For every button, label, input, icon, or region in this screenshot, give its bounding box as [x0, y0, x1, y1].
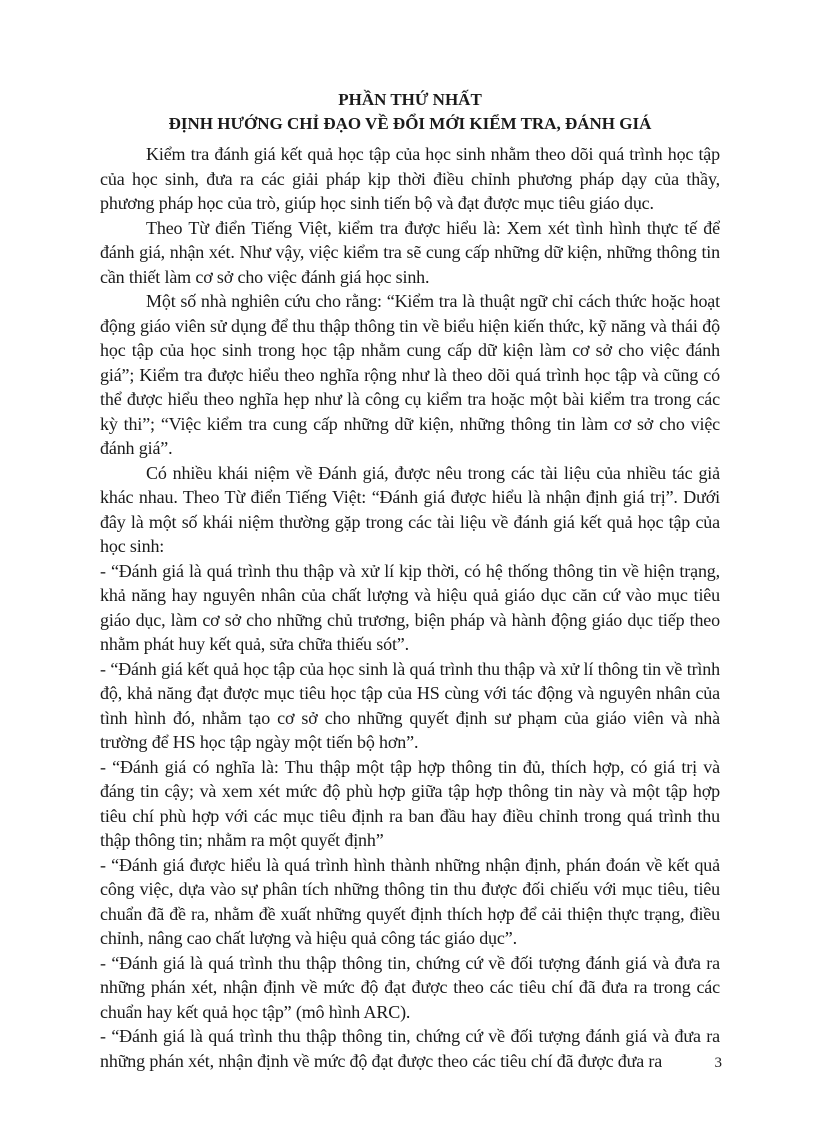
section-title: ĐỊNH HƯỚNG CHỈ ĐẠO VỀ ĐỔI MỚI KIỂM TRA, ĐÁNH GIÁ	[168, 114, 652, 133]
paragraph: Theo Từ điển Tiếng Việt, kiểm tra được hiểu là: Xem xét tình hình thực tế để đánh giá, nhận xét. Như vậy, việc kiểm tra sẽ cung cấp những dữ kiện, những thông tin cần thiết làm cơ sở cho việc đánh giá học sinh.	[100, 217, 720, 287]
paragraph: Có nhiều khái niệm về Đánh giá, được nêu trong các tài liệu của nhiều tác giả khác nhau. Theo Từ điển Tiếng Việt: “Đánh giá được hiểu là nhận định giá trị”. Dưới đây là một số khái niệm thường gặp trong các tài liệu về đánh giá kết quả học tập của học sinh:	[100, 462, 720, 556]
paragraph: Kiểm tra đánh giá kết quả học tập của học sinh nhằm theo dõi quá trình học tập của học sinh, đưa ra các giải pháp kịp thời điều chỉnh phương pháp dạy của thầy, phương pháp học của trò, giúp học sinh tiến bộ và đạt được mục tiêu giáo dục.	[100, 144, 720, 213]
body-text	[100, 142, 720, 1073]
page-number: 3	[714, 1055, 722, 1071]
part-title: PHẦN THỨ NHẤT	[338, 90, 482, 109]
definition-item: - “Đánh giá có nghĩa là: Thu thập một tập hợp thông tin đủ, thích hợp, có giá trị và đáng tin cậy; và xem xét mức độ phù hợp giữa tập hợp thông tin này và một tập hợp tiêu chí phù hợp với các mục tiêu định ra ban đầu hay điều chỉnh trong quá trình thu thập thông tin; nhằm ra một quyết định”	[100, 756, 720, 850]
definition-item: - “Đánh giá kết quả học tập của học sinh là quá trình thu thập và xử lí thông tin về trình độ, khả năng đạt được mục tiêu học tập của HS cùng với tác động và nguyên nhân của tình hình đó, nhằm tạo cơ sở cho những quyết định sư phạm của giáo viên và nhà trường để HS học tập ngày một tiến bộ hơn”.	[100, 658, 720, 752]
definition-item: - “Đánh giá là quá trình thu thập thông tin, chứng cứ về đối tượng đánh giá và đưa ra những phán xét, nhận định về mức độ đạt được theo các tiêu chí đã đưa ra trong các chuẩn hay kết quả học tập” (mô hình ARC).	[100, 952, 720, 1022]
definition-item: - “Đánh giá là quá trình thu thập thông tin, chứng cứ về đối tượng đánh giá và đưa ra những phán xét, nhận định về mức độ đạt được theo các tiêu chí đã được đưa ra	[100, 1026, 720, 1071]
definition-item: - “Đánh giá được hiểu là quá trình hình thành những nhận định, phán đoán về kết quả công việc, dựa vào sự phân tích những thông tin thu được đối chiếu với mục tiêu, tiêu chuẩn đã đề ra, nhằm đề xuất những quyết định thích hợp để cải thiện thực trạng, điều chỉnh, nâng cao chất lượng và hiệu quả công tác giáo dục”.	[100, 854, 720, 948]
definition-item: - “Đánh giá là quá trình thu thập và xử lí kịp thời, có hệ thống thông tin về hiện trạng, khả năng hay nguyên nhân của chất lượng và hiệu quả giáo dục căn cứ vào mục tiêu giáo dục, làm cơ sở cho những chủ trương, biện pháp và hành động giáo dục tiếp theo nhằm phát huy kết quả, sửa chữa thiếu sót”.	[100, 560, 720, 654]
paragraph: Một số nhà nghiên cứu cho rằng: “Kiểm tra là thuật ngữ chỉ cách thức hoặc hoạt động giáo viên sử dụng để thu thập thông tin về biểu hiện kiến thức, kỹ năng và thái độ học tập của học sinh trong học tập nhằm cung cấp dữ kiện làm cơ sở cho việc đánh giá”; Kiểm tra được hiểu theo nghĩa rộng như là theo dõi quá trình học tập và cũng có thể được hiểu theo nghĩa hẹp như là công cụ kiểm tra hoặc một bài kiểm tra trong các kỳ thi”; “Việc kiểm tra cung cấp những dữ kiện, những thông tin làm cơ sở cho việc đánh giá”.	[100, 291, 720, 458]
